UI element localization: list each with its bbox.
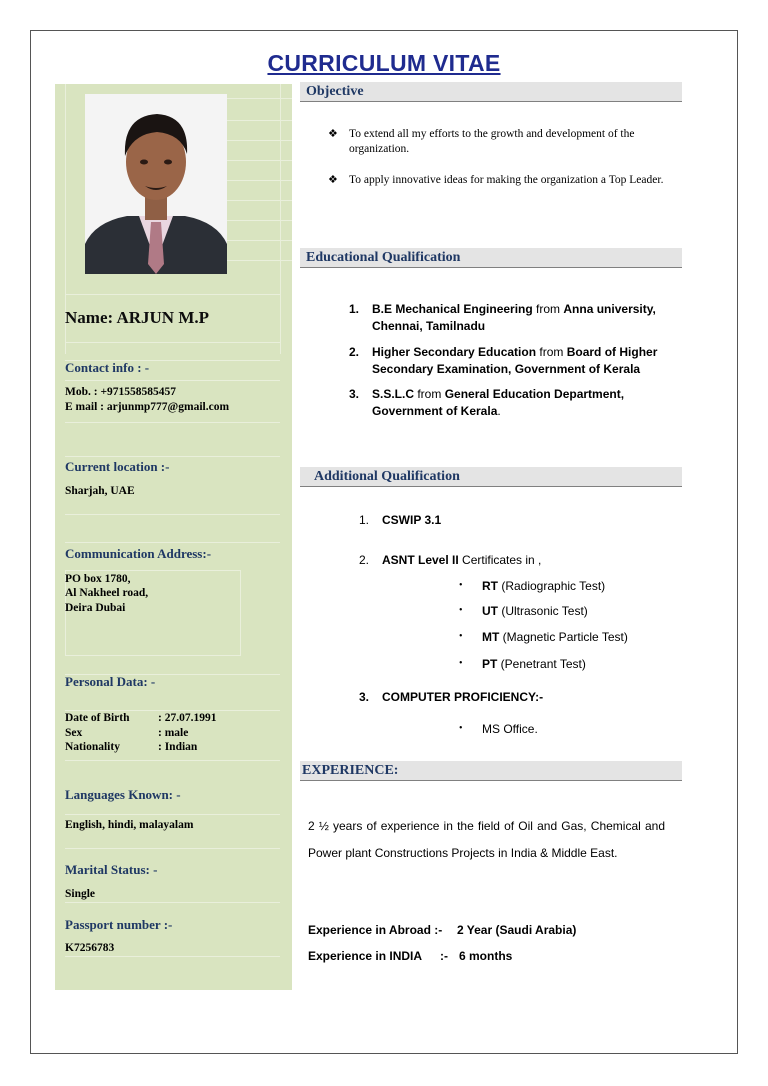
cert-desc: (Radiographic Test) [498,579,606,593]
personal-heading: Personal Data: - [65,674,156,689]
degree: Higher Secondary Education [372,345,537,359]
cert-desc: (Ultrasonic Test) [498,604,588,618]
education-item [349,386,679,420]
current-location: Sharjah, UAE [65,485,135,497]
grid-line [227,220,292,221]
address-line: Deira Dubai [65,602,126,614]
cert-code: PT [482,657,498,671]
grid-line [65,342,280,343]
india-label: Experience in INDIA [308,949,423,963]
grid-line [227,160,292,161]
cert-desc: (Penetrant Test) [497,657,586,671]
additional-heading: Additional Qualification [300,467,682,487]
item-number: 1. [359,513,370,527]
grid-line [65,956,280,957]
cert-item [482,604,588,618]
address-line: PO box 1780, [65,573,131,585]
experience-summary: 2 ½ years of experience in the field of Oil and Gas, Chemical and Power plant Constructions Projects in India & Middle East. [308,819,665,860]
profile-photo [85,94,227,274]
grid-line [65,294,280,295]
institution: General Education Department, Government of Kerala [372,387,625,418]
person-photo-icon [85,94,227,274]
bullet-dot-icon: • [459,658,463,669]
cswip-cert: CSWIP 3.1 [382,513,442,527]
grid-line [280,84,281,354]
sidebar [55,84,292,990]
objective-item [328,173,678,188]
cert-code: MT [482,630,500,644]
item-number: 3. [359,690,370,704]
india-value: 6 months [459,949,513,963]
item-number: 1. [349,302,360,316]
diamond-bullet-icon: ❖ [328,174,338,186]
grid-line [65,710,280,711]
grid-line [65,760,280,761]
asnt-cert [382,553,541,567]
document-title: CURRICULUM VITAE [267,50,501,76]
grid-line [65,902,280,903]
cert-item [482,579,605,593]
grid-line [65,848,280,849]
objective-heading: Objective [300,82,682,102]
experience-heading: EXPERIENCE: [300,761,682,781]
marital-value: Single [65,888,96,900]
asnt-level: ASNT Level II [382,553,459,567]
marital-heading: Marital Status: - [65,862,158,877]
asnt-rest: Certificates in , [458,553,542,567]
india-separator: :- [440,949,448,963]
cert-item [482,630,628,644]
degree: S.S.L.C [372,387,415,401]
item-number: 3. [349,387,360,401]
cert-code: RT [482,579,498,593]
candidate-name: Name: ARJUN M.P [65,308,209,327]
cert-desc: (Magnetic Particle Test) [499,630,628,644]
period: . [497,404,501,418]
grid-line [65,422,280,423]
location-heading: Current location :- [65,459,170,474]
cert-code: UT [482,604,498,618]
education-item [349,301,679,335]
grid-line [227,180,292,181]
cert-item [482,657,586,671]
grid-line [227,200,292,201]
grid-line [65,814,280,815]
dob-label: Date of Birth [65,712,130,724]
education-item [349,344,679,378]
grid-line [227,260,292,261]
abroad-value: 2 Year (Saudi Arabia) [457,923,577,937]
bullet-dot-icon: • [459,580,463,591]
institution: Anna university, Chennai, Tamilnadu [372,302,656,333]
bullet-dot-icon: • [459,723,463,734]
languages-value: English, hindi, malayalam [65,819,194,831]
passport-heading: Passport number :- [65,917,173,932]
sex-label: Sex [65,727,83,739]
computer-skill: MS Office. [482,722,538,736]
address-line: Al Nakheel road, [65,587,149,599]
nationality-value: : Indian [158,741,198,753]
objective-text: To extend all my efforts to the growth and development of the organization. [349,128,635,155]
institution: Board of Higher Secondary Examination, Government of Kerala [372,345,658,376]
grid-line [65,456,280,457]
grid-line [65,380,280,381]
item-number: 2. [359,553,370,567]
computer-heading: COMPUTER PROFICIENCY:- [382,690,544,704]
education-heading: Educational Qualification [300,248,682,268]
email-address: E mail : arjunmp777@gmail.com [65,401,230,413]
sex-value: : male [158,727,189,739]
connector: from [532,302,564,316]
contact-heading: Contact info : - [65,360,150,375]
grid-line [227,140,292,141]
languages-heading: Languages Known: - [65,787,181,802]
grid-line [227,120,292,121]
objective-item [328,127,678,156]
dob-value: : 27.07.1991 [158,712,217,724]
bullet-dot-icon: • [459,631,463,642]
connector: from [536,345,567,359]
abroad-label: Experience in Abroad :- [308,923,443,937]
grid-line [227,240,292,241]
address-heading: Communication Address:- [65,546,212,561]
objective-text: To apply innovative ideas for making the organization a Top Leader. [349,174,664,186]
passport-value: K7256783 [65,942,115,954]
bullet-dot-icon: • [459,605,463,616]
degree: B.E Mechanical Engineering [372,302,533,316]
diamond-bullet-icon: ❖ [328,128,338,140]
item-number: 2. [349,345,360,359]
grid-line [65,514,280,515]
connector: from [414,387,445,401]
grid-line [227,98,292,99]
grid-line [65,542,280,543]
mobile-number: Mob. : +971558585457 [65,386,177,398]
nationality-label: Nationality [65,741,120,753]
